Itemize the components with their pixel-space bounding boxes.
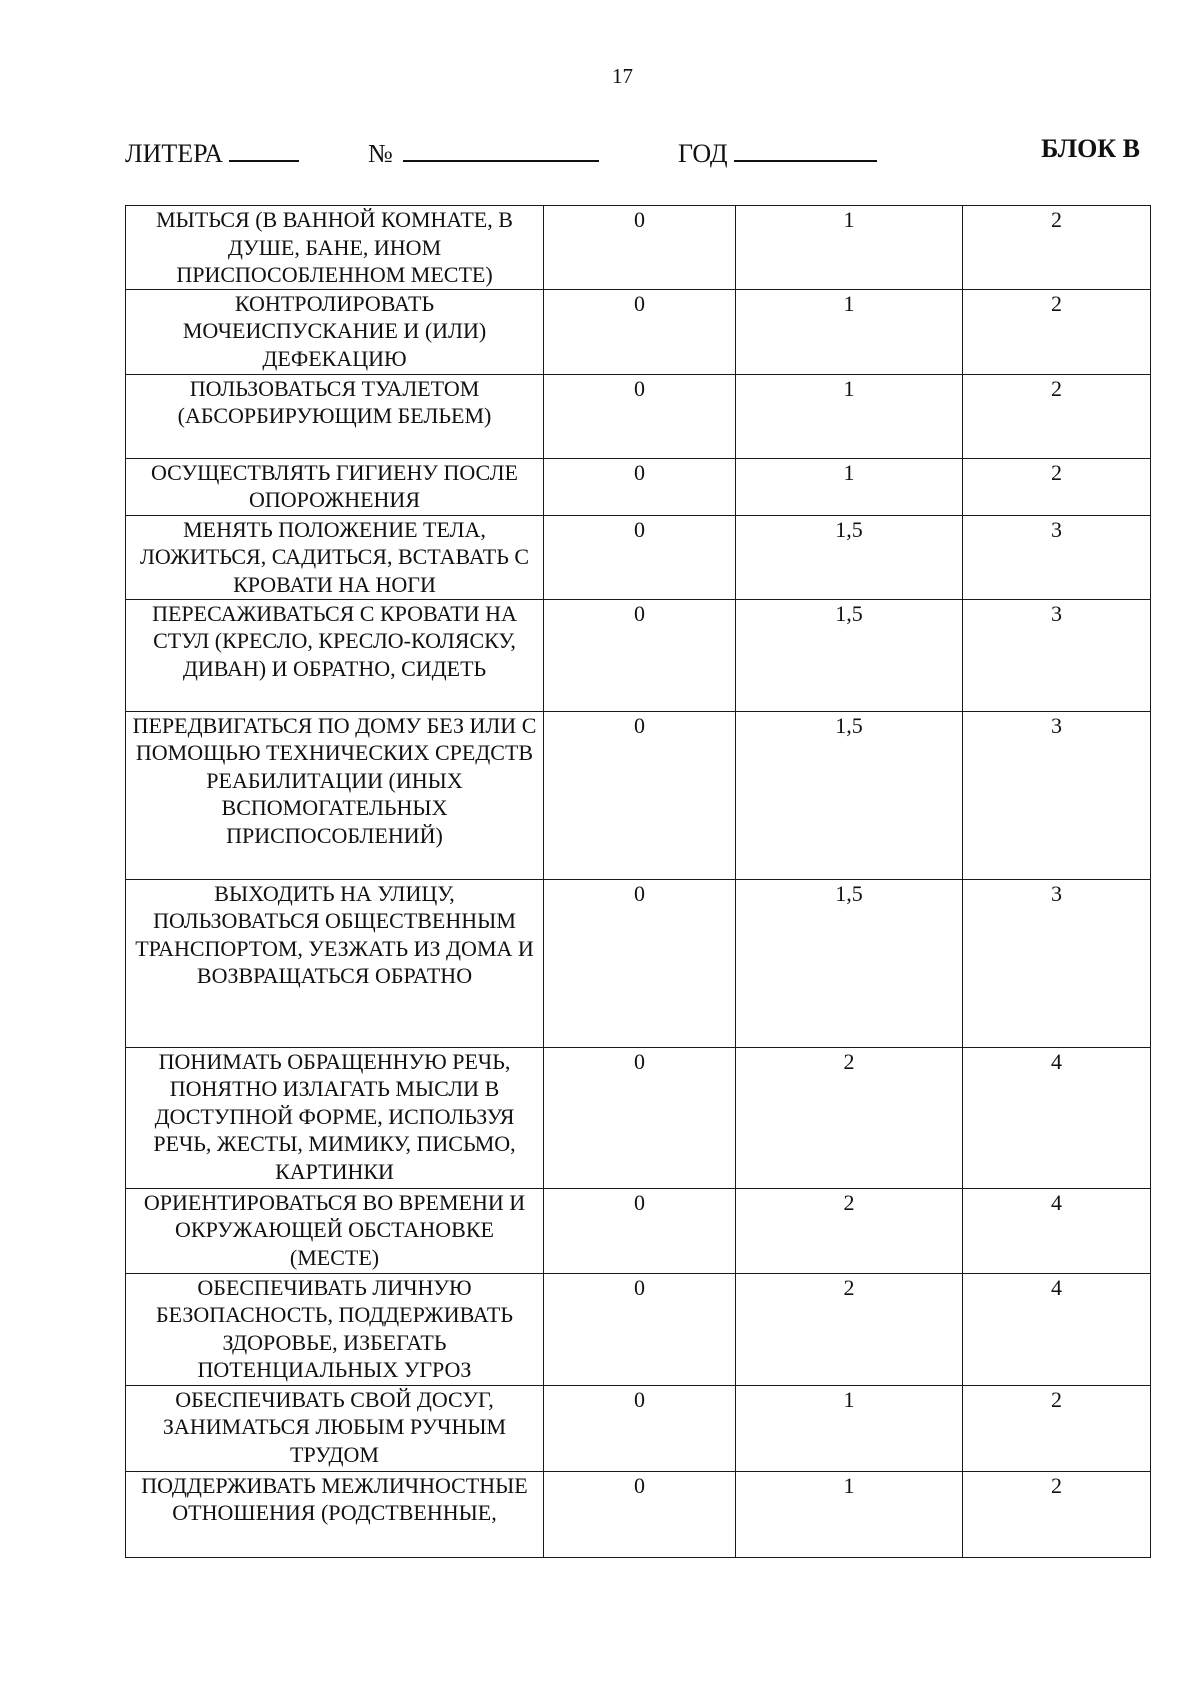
table-row <box>126 206 1151 290</box>
activity-cell: ОРИЕНТИРОВАТЬСЯ ВО ВРЕМЕНИ И ОКРУЖАЮЩЕЙ ОБСТАНОВКЕ (МЕСТЕ) <box>126 1188 544 1273</box>
table-row <box>126 1471 1151 1557</box>
number-field <box>368 134 599 169</box>
score-cell-2[interactable]: 2 <box>963 289 1151 374</box>
score-cell-2[interactable]: 2 <box>963 458 1151 515</box>
year-label: ГОД <box>678 139 728 168</box>
score-cell-0[interactable]: 0 <box>544 1047 736 1188</box>
score-cell-1[interactable]: 1 <box>736 374 963 458</box>
table-row <box>126 1273 1151 1385</box>
activity-cell: ОБЕСПЕЧИВАТЬ ЛИЧНУЮ БЕЗОПАСНОСТЬ, ПОДДЕРЖИВАТЬ ЗДОРОВЬЕ, ИЗБЕГАТЬ ПОТЕНЦИАЛЬНЫХ УГРОЗ <box>126 1273 544 1385</box>
litera-blank[interactable] <box>229 134 299 162</box>
table-body <box>126 206 1151 1558</box>
score-cell-1[interactable]: 1 <box>736 1385 963 1471</box>
score-cell-1[interactable]: 1 <box>736 1471 963 1557</box>
score-cell-0[interactable]: 0 <box>544 458 736 515</box>
score-cell-0[interactable]: 0 <box>544 1471 736 1557</box>
score-cell-2[interactable]: 4 <box>963 1188 1151 1273</box>
score-cell-1[interactable]: 1 <box>736 458 963 515</box>
table-row <box>126 879 1151 1047</box>
score-cell-1[interactable]: 1 <box>736 206 963 290</box>
activity-cell: ОСУЩЕСТВЛЯТЬ ГИГИЕНУ ПОСЛЕ ОПОРОЖНЕНИЯ <box>126 458 544 515</box>
activity-cell: МЫТЬСЯ (В ВАННОЙ КОМНАТЕ, В ДУШЕ, БАНЕ, ИНОМ ПРИСПОСОБЛЕННОМ МЕСТЕ) <box>126 206 544 290</box>
table-row <box>126 458 1151 515</box>
score-cell-1[interactable]: 1,5 <box>736 711 963 879</box>
activity-cell: МЕНЯТЬ ПОЛОЖЕНИЕ ТЕЛА, ЛОЖИТЬСЯ, САДИТЬСЯ, ВСТАВАТЬ С КРОВАТИ НА НОГИ <box>126 515 544 599</box>
score-cell-2[interactable]: 3 <box>963 515 1151 599</box>
activity-cell: ПОДДЕРЖИВАТЬ МЕЖЛИЧНОСТНЫЕ ОТНОШЕНИЯ (РОДСТВЕННЫЕ, <box>126 1471 544 1557</box>
activity-cell: КОНТРОЛИРОВАТЬ МОЧЕИСПУСКАНИЕ И (ИЛИ) ДЕФЕКАЦИЮ <box>126 289 544 374</box>
litera-label: ЛИТЕРА <box>125 139 224 168</box>
table-row <box>126 1188 1151 1273</box>
score-cell-1[interactable]: 2 <box>736 1047 963 1188</box>
score-cell-0[interactable]: 0 <box>544 515 736 599</box>
score-cell-0[interactable]: 0 <box>544 289 736 374</box>
block-label: БЛОК В <box>1041 134 1140 163</box>
year-blank[interactable] <box>734 134 877 162</box>
activity-score-table <box>125 205 1151 1558</box>
table-row <box>126 1385 1151 1471</box>
score-cell-1[interactable]: 1 <box>736 289 963 374</box>
score-cell-2[interactable]: 4 <box>963 1273 1151 1385</box>
score-cell-1[interactable]: 1,5 <box>736 515 963 599</box>
litera-field <box>125 134 299 169</box>
score-cell-2[interactable]: 2 <box>963 1385 1151 1471</box>
score-cell-0[interactable]: 0 <box>544 711 736 879</box>
score-cell-2[interactable]: 2 <box>963 374 1151 458</box>
score-cell-1[interactable]: 2 <box>736 1188 963 1273</box>
table-row <box>126 711 1151 879</box>
score-cell-0[interactable]: 0 <box>544 206 736 290</box>
score-cell-1[interactable]: 1,5 <box>736 879 963 1047</box>
activity-cell: ПЕРЕДВИГАТЬСЯ ПО ДОМУ БЕЗ ИЛИ С ПОМОЩЬЮ ТЕХНИЧЕСКИХ СРЕДСТВ РЕАБИЛИТАЦИИ (ИНЫХ ВСПОМОГАТЕЛЬНЫХ ПРИСПОСОБЛЕНИЙ) <box>126 711 544 879</box>
score-cell-2[interactable]: 2 <box>963 1471 1151 1557</box>
score-cell-2[interactable]: 4 <box>963 1047 1151 1188</box>
score-cell-0[interactable]: 0 <box>544 374 736 458</box>
table-row <box>126 1047 1151 1188</box>
number-blank[interactable] <box>403 134 599 162</box>
score-cell-0[interactable]: 0 <box>544 599 736 711</box>
activity-cell: ПОЛЬЗОВАТЬСЯ ТУАЛЕТОМ (АБСОРБИРУЮЩИМ БЕЛЬЕМ) <box>126 374 544 458</box>
score-cell-0[interactable]: 0 <box>544 1188 736 1273</box>
score-cell-2[interactable]: 3 <box>963 711 1151 879</box>
score-cell-2[interactable]: 2 <box>963 206 1151 290</box>
score-cell-0[interactable]: 0 <box>544 879 736 1047</box>
score-cell-2[interactable]: 3 <box>963 599 1151 711</box>
page-number: 17 <box>612 64 633 88</box>
score-cell-1[interactable]: 1,5 <box>736 599 963 711</box>
form-header <box>125 134 1140 170</box>
score-cell-0[interactable]: 0 <box>544 1273 736 1385</box>
score-cell-0[interactable]: 0 <box>544 1385 736 1471</box>
table-row <box>126 599 1151 711</box>
score-cell-2[interactable]: 3 <box>963 879 1151 1047</box>
score-cell-1[interactable]: 2 <box>736 1273 963 1385</box>
table-row <box>126 374 1151 458</box>
table-row <box>126 515 1151 599</box>
activity-cell: ВЫХОДИТЬ НА УЛИЦУ, ПОЛЬЗОВАТЬСЯ ОБЩЕСТВЕННЫМ ТРАНСПОРТОМ, УЕЗЖАТЬ ИЗ ДОМА И ВОЗВРАЩАТЬСЯ ОБРАТНО <box>126 879 544 1047</box>
activity-cell: ПОНИМАТЬ ОБРАЩЕННУЮ РЕЧЬ, ПОНЯТНО ИЗЛАГАТЬ МЫСЛИ В ДОСТУПНОЙ ФОРМЕ, ИСПОЛЬЗУЯ РЕЧЬ, ЖЕСТЫ, МИМИКУ, ПИСЬМО, КАРТИНКИ <box>126 1047 544 1188</box>
year-field <box>678 134 877 169</box>
number-label: № <box>368 139 393 168</box>
activity-cell: ПЕРЕСАЖИВАТЬСЯ С КРОВАТИ НА СТУЛ (КРЕСЛО, КРЕСЛО-КОЛЯСКУ, ДИВАН) И ОБРАТНО, СИДЕТЬ <box>126 599 544 711</box>
table-row <box>126 289 1151 374</box>
activity-cell: ОБЕСПЕЧИВАТЬ СВОЙ ДОСУГ, ЗАНИМАТЬСЯ ЛЮБЫМ РУЧНЫМ ТРУДОМ <box>126 1385 544 1471</box>
